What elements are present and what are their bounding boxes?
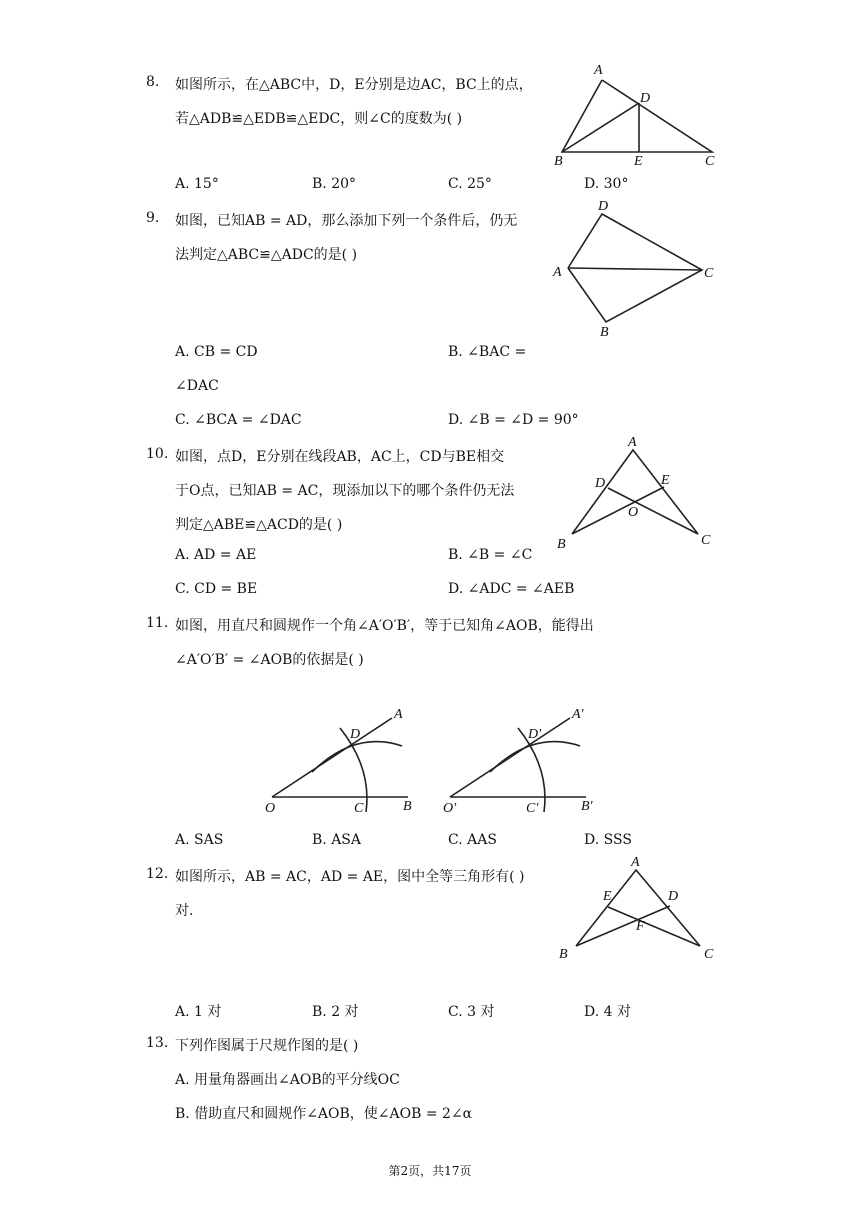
figure-label: C bbox=[704, 266, 714, 281]
figure-label: E bbox=[634, 154, 643, 169]
question-text-line: 如图，已知AB = AD，那么添加下列一个条件后，仍无 bbox=[175, 213, 518, 229]
question-number: 12. bbox=[146, 866, 169, 882]
figure-label: D bbox=[668, 889, 679, 904]
question-text-line: 下列作图属于尺规作图的是( ) bbox=[175, 1038, 359, 1054]
option-d[interactable]: D. SSS bbox=[584, 832, 632, 848]
figure-q8 bbox=[550, 58, 730, 168]
figure-label: B bbox=[559, 947, 568, 962]
option-a[interactable]: A. 1 对 bbox=[175, 1004, 222, 1020]
option-b[interactable]: B. 借助直尺和圆规作∠AOB，使∠AOB = 2∠α bbox=[175, 1106, 473, 1122]
question-number: 8. bbox=[146, 74, 160, 90]
figure-label: B bbox=[554, 154, 563, 169]
option-b[interactable]: B. ∠BAC = bbox=[448, 344, 527, 360]
figure-label: A′ bbox=[572, 707, 584, 722]
figure-label: A bbox=[594, 63, 603, 78]
figure-label: D bbox=[350, 727, 361, 742]
figure-label: C bbox=[704, 947, 714, 962]
option-c[interactable]: C. CD = BE bbox=[175, 581, 258, 597]
question-text-line: 如图所示，在△ABC中，D，E分别是边AC，BC上的点， bbox=[175, 77, 533, 93]
figure-label: D bbox=[595, 476, 606, 491]
option-a[interactable]: A. CB = CD bbox=[175, 344, 258, 360]
option-c[interactable]: C. 3 对 bbox=[448, 1004, 495, 1020]
figure-label: E bbox=[661, 473, 670, 488]
figure-label: B bbox=[403, 799, 412, 814]
option-a[interactable]: A. AD = AE bbox=[175, 547, 257, 563]
question-number: 10. bbox=[146, 446, 169, 462]
option-d[interactable]: D. 4 对 bbox=[584, 1004, 631, 1020]
figure-label: F bbox=[636, 919, 645, 934]
question-text-line: 于O点，已知AB = AC，现添加以下的哪个条件仍无法 bbox=[175, 483, 515, 499]
option-c[interactable]: C. 25° bbox=[448, 176, 492, 192]
figure-label: C bbox=[701, 533, 711, 548]
page-footer: 第2页，共17页 bbox=[388, 1164, 472, 1178]
figure-label: B bbox=[600, 325, 609, 340]
figure-label: B bbox=[557, 537, 566, 552]
option-b-continued: ∠DAC bbox=[175, 378, 219, 394]
figure-label: A bbox=[394, 707, 403, 722]
question-text-line: 对. bbox=[175, 903, 194, 919]
question-text-line: 如图，点D，E分别在线段AB，AC上，CD与BE相交 bbox=[175, 449, 505, 465]
question-text-line: 如图所示，AB = AC，AD = AE，图中全等三角形有( ) bbox=[175, 869, 525, 885]
option-d[interactable]: D. 30° bbox=[584, 176, 629, 192]
figure-q11 bbox=[260, 700, 620, 825]
figure-label: C bbox=[354, 801, 364, 816]
figure-label: D bbox=[640, 91, 651, 106]
option-b[interactable]: B. ASA bbox=[312, 832, 361, 848]
question-text-line: 如图，用直尺和圆规作一个角∠A′O′B′，等于已知角∠AOB，能得出 bbox=[175, 618, 594, 634]
figure-label: D′ bbox=[528, 727, 542, 742]
option-a[interactable]: A. SAS bbox=[175, 832, 224, 848]
option-c[interactable]: C. ∠BCA = ∠DAC bbox=[175, 412, 302, 428]
option-a[interactable]: A. 用量角器画出∠AOB的平分线OC bbox=[175, 1072, 400, 1088]
question-text-line: 若△ADB≌△EDB≌△EDC，则∠C的度数为( ) bbox=[175, 111, 463, 127]
option-c[interactable]: C. AAS bbox=[448, 832, 497, 848]
question-text-line: ∠A′O′B′ = ∠AOB的依据是( ) bbox=[175, 652, 364, 668]
figure-label: O bbox=[265, 801, 276, 816]
figure-label: A bbox=[628, 435, 637, 450]
option-b[interactable]: B. 20° bbox=[312, 176, 357, 192]
option-d[interactable]: D. ∠ADC = ∠AEB bbox=[448, 581, 575, 597]
figure-q10 bbox=[550, 432, 730, 557]
figure-label: D bbox=[598, 199, 609, 214]
question-number: 13. bbox=[146, 1035, 169, 1051]
question-text-line: 判定△ABE≌△ACD的是( ) bbox=[175, 517, 343, 533]
figure-label: E bbox=[603, 889, 612, 904]
figure-label: O′ bbox=[443, 801, 457, 816]
figure-label: C′ bbox=[526, 801, 539, 816]
figure-label: O bbox=[628, 505, 639, 520]
option-d[interactable]: D. ∠B = ∠D = 90° bbox=[448, 412, 579, 428]
figure-q12 bbox=[550, 852, 730, 967]
question-text-line: 法判定△ABC≌△ADC的是( ) bbox=[175, 247, 358, 263]
question-number: 11. bbox=[146, 615, 169, 631]
option-a[interactable]: A. 15° bbox=[175, 176, 219, 192]
option-b[interactable]: B. 2 对 bbox=[312, 1004, 359, 1020]
figure-label: B′ bbox=[581, 799, 593, 814]
figure-q9 bbox=[550, 196, 730, 341]
question-number: 9. bbox=[146, 210, 160, 226]
figure-label: A bbox=[631, 855, 640, 870]
option-b[interactable]: B. ∠B = ∠C bbox=[448, 547, 533, 563]
figure-label: A bbox=[553, 265, 562, 280]
figure-label: C bbox=[705, 154, 715, 169]
